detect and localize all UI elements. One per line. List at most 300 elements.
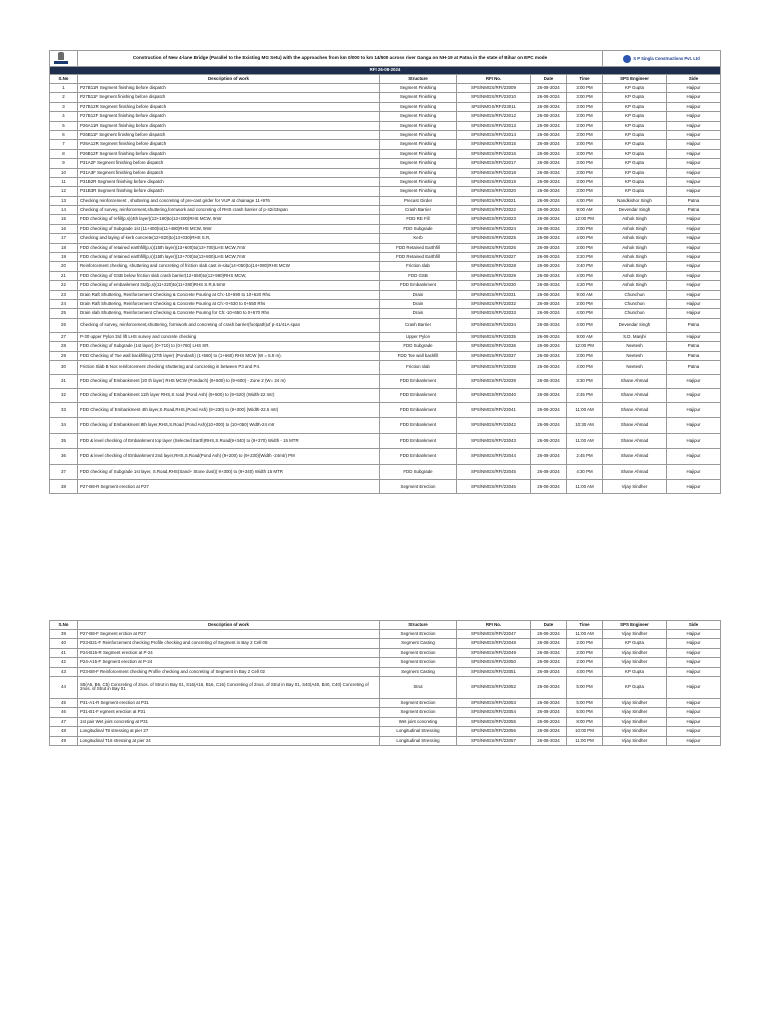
cell-date: 26-08-2024 bbox=[531, 299, 567, 308]
cell-structure: Crash Barrier bbox=[380, 206, 457, 215]
cell-side: Hajipur bbox=[667, 717, 721, 726]
cell-structure: FDD Retained Earthfill bbox=[380, 253, 457, 262]
cell-date: 26-08-2024 bbox=[531, 196, 567, 205]
cell-rfi: SPS/NMGS/RFI/23035 bbox=[457, 332, 531, 341]
cell-time: 5:00 PM bbox=[567, 698, 603, 707]
table-row bbox=[50, 112, 721, 121]
cell-structure: Segment Erection bbox=[380, 658, 457, 667]
cell-structure: FDD Embankment bbox=[380, 418, 457, 434]
cell-desc: P23-B21-F Reinforcement checking Profile checking and concreting of Segment in Bay 2 Cell 05 bbox=[78, 639, 380, 648]
cell-side: Patna bbox=[667, 351, 721, 360]
cell-structure: Segment Finishing bbox=[380, 168, 457, 177]
cell-time: 3:00 PM bbox=[567, 159, 603, 168]
cell-sno: 12 bbox=[50, 187, 78, 196]
cell-rfi: SPS/NMGS/RFI/23028 bbox=[457, 262, 531, 271]
cell-side: Patna bbox=[667, 342, 721, 351]
table-row bbox=[50, 215, 721, 224]
cell-rfi: SPS/NMGS/RFI/23039 bbox=[457, 374, 531, 388]
cell-sno: 4 bbox=[50, 112, 78, 121]
cell-desc: Checking reinforcement , shuttering and concreting of pre-cast girder for VUP at chainage 11+976 bbox=[78, 196, 380, 205]
cell-side: Hajipur bbox=[667, 149, 721, 158]
table-row bbox=[50, 168, 721, 177]
cell-engineer: KP Gupta bbox=[603, 639, 667, 648]
cell-time: 3:00 PM bbox=[567, 102, 603, 111]
cell-structure: Segment Finishing bbox=[380, 149, 457, 158]
table-row bbox=[50, 281, 721, 290]
cell-date: 26-08-2024 bbox=[531, 187, 567, 196]
table-row bbox=[50, 658, 721, 667]
table-row bbox=[50, 342, 721, 351]
cell-time: 3:00 PM bbox=[567, 121, 603, 130]
cell-side: Hajipur bbox=[667, 168, 721, 177]
cell-side: Hajipur bbox=[667, 639, 721, 648]
cell-rfi: SPS/NMGS/RFI/23018 bbox=[457, 168, 531, 177]
cell-rfi: SPS/NMGS/RFI/23034 bbox=[457, 318, 531, 332]
cell-time: 2:00 PM bbox=[567, 639, 603, 648]
cell-date: 26-08-2024 bbox=[531, 206, 567, 215]
cell-engineer: Devendar Singh bbox=[603, 206, 667, 215]
table-row bbox=[50, 351, 721, 360]
cell-date: 26-08-2024 bbox=[531, 698, 567, 707]
cell-side: Hajipur bbox=[667, 234, 721, 243]
col-date: Date bbox=[531, 75, 567, 84]
cell-sno: 13 bbox=[50, 196, 78, 205]
table-row bbox=[50, 121, 721, 130]
col-description: Description of work bbox=[78, 75, 380, 84]
cell-engineer: Ashok Singh bbox=[603, 271, 667, 280]
cell-date: 26-08-2024 bbox=[531, 271, 567, 280]
cell-date: 26-08-2024 bbox=[531, 149, 567, 158]
cell-engineer: Vijay Sindher bbox=[603, 698, 667, 707]
cell-time: 3:00 PM bbox=[567, 177, 603, 186]
col-engineer: SPS Engineer bbox=[603, 75, 667, 84]
cell-desc: S5(A5, B5, C5) Concreting of 2nos. of Strut in Bay 01, S16(A16, B16, C16) Concreting of 2nos. of Strut in Bay 01, S40(A40, B40, C40) Concreting of 2nos. of Strut in Bay 01 bbox=[78, 676, 380, 698]
table-row bbox=[50, 360, 721, 374]
table-row bbox=[50, 402, 721, 418]
cell-date: 26-08-2024 bbox=[531, 121, 567, 130]
cell-engineer: Neetesh bbox=[603, 360, 667, 374]
table-row bbox=[50, 464, 721, 480]
cell-structure: FDD Retained Earthfill bbox=[380, 243, 457, 252]
cell-time: 9:00 AM bbox=[567, 332, 603, 341]
cell-date: 26-08-2024 bbox=[531, 648, 567, 657]
cell-sno: 24 bbox=[50, 299, 78, 308]
cell-side: Hajipur bbox=[667, 271, 721, 280]
cell-structure: Precast Girder bbox=[380, 196, 457, 205]
cell-date: 26-08-2024 bbox=[531, 630, 567, 639]
cell-side: Patna bbox=[667, 206, 721, 215]
cell-rfi: SPS/NMGS/RFI/23048 bbox=[457, 639, 531, 648]
cell-engineer: Vijay Sindher bbox=[603, 480, 667, 494]
cell-structure: Segment Erection bbox=[380, 630, 457, 639]
cell-desc: P27B12F Segment finishing before dispatch bbox=[78, 112, 380, 121]
cell-date: 26-08-2024 bbox=[531, 736, 567, 745]
cell-engineer: Shane Ahmad bbox=[603, 388, 667, 402]
cell-engineer: KP Gupta bbox=[603, 102, 667, 111]
cell-sno: 3 bbox=[50, 102, 78, 111]
cell-desc: P27-B8-F Segment erction at P27 bbox=[78, 630, 380, 639]
cell-sno: 6 bbox=[50, 130, 78, 139]
cell-sno: 28 bbox=[50, 342, 78, 351]
table-row bbox=[50, 299, 721, 308]
cell-date: 26-08-2024 bbox=[531, 449, 567, 465]
cell-engineer: Shane Ahmad bbox=[603, 433, 667, 449]
cell-desc: P27B11R Segment finishing before dispatch bbox=[78, 84, 380, 93]
cell-time: 11:00 PM bbox=[567, 736, 603, 745]
cell-rfi: SPS/NMGS/RFI/23047 bbox=[457, 630, 531, 639]
cell-sno: 8 bbox=[50, 149, 78, 158]
cell-time: 12:00 PM bbox=[567, 342, 603, 351]
cell-side: Hajipur bbox=[667, 658, 721, 667]
cell-rfi: SPS/NMGS/RFI/23043 bbox=[457, 433, 531, 449]
cell-structure: Segment Erection bbox=[380, 708, 457, 717]
cell-time: 4:00 PM bbox=[567, 318, 603, 332]
table-row bbox=[50, 130, 721, 139]
table-row bbox=[50, 177, 721, 186]
cell-sno: 35 bbox=[50, 433, 78, 449]
cell-rfi: SPS/NMGS/RFI/23052 bbox=[457, 676, 531, 698]
cell-engineer: Chunchun bbox=[603, 299, 667, 308]
cell-structure: FDD Toe wall backfill bbox=[380, 351, 457, 360]
cell-sno: 32 bbox=[50, 388, 78, 402]
cell-time: 3:00 PM bbox=[567, 299, 603, 308]
table-row bbox=[50, 676, 721, 698]
cell-desc: P31-B1-F egment erection at P31 bbox=[78, 708, 380, 717]
col-side: Side bbox=[667, 621, 721, 630]
table-row bbox=[50, 736, 721, 745]
cell-sno: 21 bbox=[50, 271, 78, 280]
cell-sno: 5 bbox=[50, 121, 78, 130]
cell-rfi: SPS/NMGS/RFI/23049 bbox=[457, 648, 531, 657]
cell-structure: Segment Erection bbox=[380, 648, 457, 657]
cell-engineer: Ashok Singh bbox=[603, 224, 667, 233]
cell-engineer: Shane Ahmad bbox=[603, 418, 667, 434]
table-row bbox=[50, 708, 721, 717]
cell-engineer: Ashok Singh bbox=[603, 215, 667, 224]
cell-desc: FDD & level checking of Embankment top layer (Selected Earth)RHS,S.Road(9+340) to (9+370) Width - 15 MTR bbox=[78, 433, 380, 449]
cell-sno: 11 bbox=[50, 177, 78, 186]
cell-time: 3:00 PM bbox=[567, 130, 603, 139]
cell-rfi: SPS/NMGS/RFI/23011 bbox=[457, 102, 531, 111]
cell-desc: 1st pair Wet joint concreting at P31 bbox=[78, 717, 380, 726]
cell-desc: P26A12R Segment finishing before dispatch bbox=[78, 140, 380, 149]
cell-date: 26-08-2024 bbox=[531, 262, 567, 271]
cell-sno: 14 bbox=[50, 206, 78, 215]
cell-rfi: SPS/NMGS/RFI/23045 bbox=[457, 464, 531, 480]
cell-date: 26-08-2024 bbox=[531, 112, 567, 121]
cell-desc: Friction Slab B Nos reinforcement checking shuttering and concreting in between P3 and P4. bbox=[78, 360, 380, 374]
cell-desc: FDD checking of retained earthfill(p,s)(15th layer)(13+700)to(13+800)LHS MCW,7mtr bbox=[78, 253, 380, 262]
cell-side: Hajipur bbox=[667, 224, 721, 233]
cell-engineer: KP Gupta bbox=[603, 121, 667, 130]
cell-time: 11:00 AM bbox=[567, 630, 603, 639]
cell-sno: 33 bbox=[50, 402, 78, 418]
cell-structure: Drain bbox=[380, 290, 457, 299]
cell-side: Hajipur bbox=[667, 433, 721, 449]
document-header-row bbox=[50, 51, 721, 67]
cell-sno: 40 bbox=[50, 639, 78, 648]
cell-rfi: SPS/NMGS/RFI/23038 bbox=[457, 360, 531, 374]
cell-date: 26-08-2024 bbox=[531, 215, 567, 224]
cell-engineer: KP Gupta bbox=[603, 93, 667, 102]
cell-sno: 42 bbox=[50, 658, 78, 667]
cell-desc: P27-B8-R Segment erection at P27 bbox=[78, 480, 380, 494]
column-header-row-2 bbox=[50, 621, 721, 630]
cell-side: Hajipur bbox=[667, 374, 721, 388]
company-logo-icon bbox=[623, 55, 631, 63]
table-row bbox=[50, 717, 721, 726]
cell-side: Hajipur bbox=[667, 388, 721, 402]
cell-structure: Friction slab bbox=[380, 262, 457, 271]
cell-rfi: SPS/NMGS/RFI/23053 bbox=[457, 698, 531, 707]
cell-desc: P31B2R Segment finishing before dispatch bbox=[78, 177, 380, 186]
cell-rfi: SPS/NMGS/RFI/23056 bbox=[457, 727, 531, 736]
cell-time: 9:00 AM bbox=[567, 206, 603, 215]
col-sno: S.No bbox=[50, 75, 78, 84]
cell-time: 12:00 PM bbox=[567, 215, 603, 224]
cell-rfi: SPS/NMGS/RFI/23050 bbox=[457, 658, 531, 667]
cell-rfi: SPS/NMGS/RFI/23057 bbox=[457, 736, 531, 745]
cell-desc: Checking of survey, reinforcement,shuttering,formwork and concreting of RHS crash barrier of p-42/43span bbox=[78, 206, 380, 215]
cell-engineer: Shane Ahmad bbox=[603, 402, 667, 418]
cell-desc: Checking and laying of kerb concrete(12+820)to(13+030)RHS S.R, bbox=[78, 234, 380, 243]
cell-desc: P31B3R Segment finishing before dispatch bbox=[78, 187, 380, 196]
cell-side: Hajipur bbox=[667, 93, 721, 102]
cell-side: Hajipur bbox=[667, 630, 721, 639]
cell-desc: FDD checking of Subgrade 1st (11+400)to(11+480)RHS MCW, 9mtr bbox=[78, 224, 380, 233]
cell-rfi: SPS/NMGS/RFI/23013 bbox=[457, 121, 531, 130]
cell-engineer: Ashok Singh bbox=[603, 262, 667, 271]
cell-date: 26-08-2024 bbox=[531, 402, 567, 418]
cell-sno: 16 bbox=[50, 224, 78, 233]
rfi-rows-page-1 bbox=[50, 84, 721, 494]
cell-engineer: KP Gupta bbox=[603, 168, 667, 177]
table-row bbox=[50, 93, 721, 102]
cell-date: 26-08-2024 bbox=[531, 281, 567, 290]
cell-desc: Reinforcement checking, shuttering and concreting of friction slab cast in-situ(14+050)to(14+080)RHS MCW bbox=[78, 262, 380, 271]
cell-structure: Segment Finishing bbox=[380, 130, 457, 139]
cell-rfi: SPS/NMGS/RFI/23022 bbox=[457, 206, 531, 215]
col-sno: S.No bbox=[50, 621, 78, 630]
cell-date: 26-08-2024 bbox=[531, 480, 567, 494]
cell-engineer: Ashok Singh bbox=[603, 281, 667, 290]
cell-side: Hajipur bbox=[667, 648, 721, 657]
cell-desc: FDD checking of Embankment (20 th layer) RHS MCW (Pondach) (9+500) to (9+600) - Zone 2 (W= 24 m) bbox=[78, 374, 380, 388]
cell-date: 26-08-2024 bbox=[531, 309, 567, 318]
cell-desc: P27B12R Segment finishing before dispatch bbox=[78, 102, 380, 111]
cell-time: 9:00 AM bbox=[567, 290, 603, 299]
column-header-row bbox=[50, 75, 721, 84]
cell-engineer: S.D. Manjhi bbox=[603, 332, 667, 341]
table-row bbox=[50, 639, 721, 648]
cell-time: 3:00 PM bbox=[567, 224, 603, 233]
cell-time: 3:00 PM bbox=[567, 140, 603, 149]
cell-desc: P27B11F Segment finishing before dispatch bbox=[78, 93, 380, 102]
cell-date: 26-08-2024 bbox=[531, 224, 567, 233]
cell-date: 26-08-2024 bbox=[531, 159, 567, 168]
cell-sno: 45 bbox=[50, 698, 78, 707]
cell-side: Patna bbox=[667, 196, 721, 205]
cell-structure: FDD Subgrade bbox=[380, 224, 457, 233]
cell-side: Hajipur bbox=[667, 727, 721, 736]
cell-time: 5:00 PM bbox=[567, 708, 603, 717]
cell-rfi: SPS/NMGS/RFI/23037 bbox=[457, 351, 531, 360]
cell-sno: 47 bbox=[50, 717, 78, 726]
cell-engineer: Vijay Sindher bbox=[603, 630, 667, 639]
cell-desc: P31A3F Segment finishing before dispatch bbox=[78, 168, 380, 177]
cell-rfi: SPS/NMGS/RFI/23031 bbox=[457, 290, 531, 299]
table-row bbox=[50, 648, 721, 657]
cell-time: 10:30 AM bbox=[567, 418, 603, 434]
cell-structure: Segment Finishing bbox=[380, 140, 457, 149]
cell-engineer: Shane Ahmad bbox=[603, 374, 667, 388]
table-row bbox=[50, 149, 721, 158]
cell-sno: 30 bbox=[50, 360, 78, 374]
cell-date: 26-08-2024 bbox=[531, 342, 567, 351]
cell-date: 26-08-2024 bbox=[531, 130, 567, 139]
cell-sno: 41 bbox=[50, 648, 78, 657]
cell-structure: FDD Subgrade bbox=[380, 464, 457, 480]
cell-date: 26-08-2024 bbox=[531, 168, 567, 177]
cell-date: 26-08-2024 bbox=[531, 93, 567, 102]
cell-engineer: Neetesh bbox=[603, 342, 667, 351]
cell-sno: 15 bbox=[50, 215, 78, 224]
cell-time: 2:45 PM bbox=[567, 388, 603, 402]
cell-structure: FDD Embankment bbox=[380, 449, 457, 465]
cell-date: 26-08-2024 bbox=[531, 418, 567, 434]
col-structure: Structure bbox=[380, 621, 457, 630]
cell-side: Hajipur bbox=[667, 309, 721, 318]
cell-side: Hajipur bbox=[667, 676, 721, 698]
cell-sno: 25 bbox=[50, 309, 78, 318]
cell-time: 3:20 PM bbox=[567, 253, 603, 262]
cell-side: Hajipur bbox=[667, 253, 721, 262]
cell-structure: FDD Embankment bbox=[380, 281, 457, 290]
cell-rfi: SPS/NMGS/RFI/23016 bbox=[457, 149, 531, 158]
cell-rfi: SPS/NMGS/RFI/23026 bbox=[457, 243, 531, 252]
table-row bbox=[50, 262, 721, 271]
cell-structure: Strut bbox=[380, 676, 457, 698]
cell-sno: 31 bbox=[50, 374, 78, 388]
cell-engineer: Neetesh bbox=[603, 351, 667, 360]
cell-date: 26-08-2024 bbox=[531, 253, 567, 262]
cell-engineer: Vijay Sindher bbox=[603, 717, 667, 726]
cell-date: 26-08-2024 bbox=[531, 464, 567, 480]
cell-date: 26-08-2024 bbox=[531, 360, 567, 374]
cell-date: 26-08-2024 bbox=[531, 433, 567, 449]
table-row bbox=[50, 418, 721, 434]
col-rfi-no: RFI No. bbox=[457, 75, 531, 84]
cell-date: 26-08-2024 bbox=[531, 717, 567, 726]
cell-date: 26-08-2024 bbox=[531, 318, 567, 332]
cell-date: 26-08-2024 bbox=[531, 676, 567, 698]
cell-structure: Longitudinal Stressing bbox=[380, 727, 457, 736]
cell-structure: FDD Embankment bbox=[380, 388, 457, 402]
cell-rfi: SPS/NMGS/RFI/23009 bbox=[457, 84, 531, 93]
table-row bbox=[50, 433, 721, 449]
cell-desc: Longitudinal T8 stressing at pier 27 bbox=[78, 727, 380, 736]
table-row bbox=[50, 480, 721, 494]
cell-structure: Drain bbox=[380, 309, 457, 318]
cell-time: 3:00 PM bbox=[567, 243, 603, 252]
cell-time: 3:00 PM bbox=[567, 351, 603, 360]
cell-engineer: Vijay Sindher bbox=[603, 727, 667, 736]
cell-side: Hajipur bbox=[667, 262, 721, 271]
col-engineer: SPS Engineer bbox=[603, 621, 667, 630]
table-row bbox=[50, 332, 721, 341]
cell-engineer: KP Gupta bbox=[603, 84, 667, 93]
cell-sno: 27 bbox=[50, 332, 78, 341]
table-row bbox=[50, 140, 721, 149]
cell-side: Hajipur bbox=[667, 290, 721, 299]
cell-sno: 22 bbox=[50, 281, 78, 290]
cell-side: Hajipur bbox=[667, 418, 721, 434]
cell-desc: P26A11R Segment finishing before dispatch bbox=[78, 121, 380, 130]
cell-rfi: SPS/NMGS/RFI/23055 bbox=[457, 717, 531, 726]
cell-structure: Upper Pylon bbox=[380, 332, 457, 341]
cell-date: 26-08-2024 bbox=[531, 102, 567, 111]
cell-date: 26-08-2024 bbox=[531, 332, 567, 341]
cell-desc: P24-B15-R Segment erection at P-24 bbox=[78, 648, 380, 657]
cell-desc: FDD checking of Embankment 8th layer,RHS,S.Road (Pond Ash)(10+000) to (10+050) Width-24 mtr bbox=[78, 418, 380, 434]
cell-rfi: SPS/NMGS/RFI/23023 bbox=[457, 215, 531, 224]
table-row bbox=[50, 388, 721, 402]
table-row bbox=[50, 374, 721, 388]
cell-structure: FDD GSB bbox=[380, 271, 457, 280]
table-row bbox=[50, 667, 721, 676]
table-row bbox=[50, 206, 721, 215]
cell-desc: P31A2F Segment finishing before dispatch bbox=[78, 159, 380, 168]
table-row bbox=[50, 449, 721, 465]
cell-sno: 18 bbox=[50, 243, 78, 252]
cell-time: 3:00 PM bbox=[567, 187, 603, 196]
cell-side: Hajipur bbox=[667, 332, 721, 341]
table-row bbox=[50, 309, 721, 318]
table-row bbox=[50, 224, 721, 233]
cell-desc: Longitudinal T16 stressing at pier 24 bbox=[78, 736, 380, 745]
cell-side: Hajipur bbox=[667, 121, 721, 130]
cell-time: 3:00 PM bbox=[567, 112, 603, 121]
cell-rfi: SPS/NMGS/RFI/23020 bbox=[457, 187, 531, 196]
cell-time: 3:00 PM bbox=[567, 93, 603, 102]
cell-time: 4:00 PM bbox=[567, 234, 603, 243]
cell-date: 26-08-2024 bbox=[531, 84, 567, 93]
cell-date: 26-08-2024 bbox=[531, 374, 567, 388]
cell-time: 3:40 PM bbox=[567, 262, 603, 271]
cell-desc: FDD checking of embankment 3rd(p,s)(11+220)to(11+280)RHS S.R,6.5mtr bbox=[78, 281, 380, 290]
cell-sno: 43 bbox=[50, 667, 78, 676]
cell-sno: 9 bbox=[50, 159, 78, 168]
cell-engineer: KP Gupta bbox=[603, 130, 667, 139]
cell-structure: FDD Embankment bbox=[380, 433, 457, 449]
col-time: Time bbox=[567, 75, 603, 84]
cell-side: Hajipur bbox=[667, 299, 721, 308]
table-row bbox=[50, 727, 721, 736]
cell-desc: Drain Raft Shuttering, Reinforcement Checking & Concrete Pouring at Ch:-10+590 to 10+620 Rhs. bbox=[78, 290, 380, 299]
cell-engineer: Nandkishor Singh bbox=[603, 196, 667, 205]
cell-date: 26-08-2024 bbox=[531, 388, 567, 402]
table-row bbox=[50, 290, 721, 299]
cell-engineer: Vijay Sindher bbox=[603, 648, 667, 657]
cell-side: Hajipur bbox=[667, 281, 721, 290]
cell-time: 4:30 PM bbox=[567, 464, 603, 480]
cell-sno: 7 bbox=[50, 140, 78, 149]
cell-time: 4:00 PM bbox=[567, 309, 603, 318]
cell-date: 26-08-2024 bbox=[531, 177, 567, 186]
cell-structure: Segment Finishing bbox=[380, 112, 457, 121]
rfi-table-page-2 bbox=[49, 620, 721, 746]
emblem-icon bbox=[54, 52, 68, 64]
